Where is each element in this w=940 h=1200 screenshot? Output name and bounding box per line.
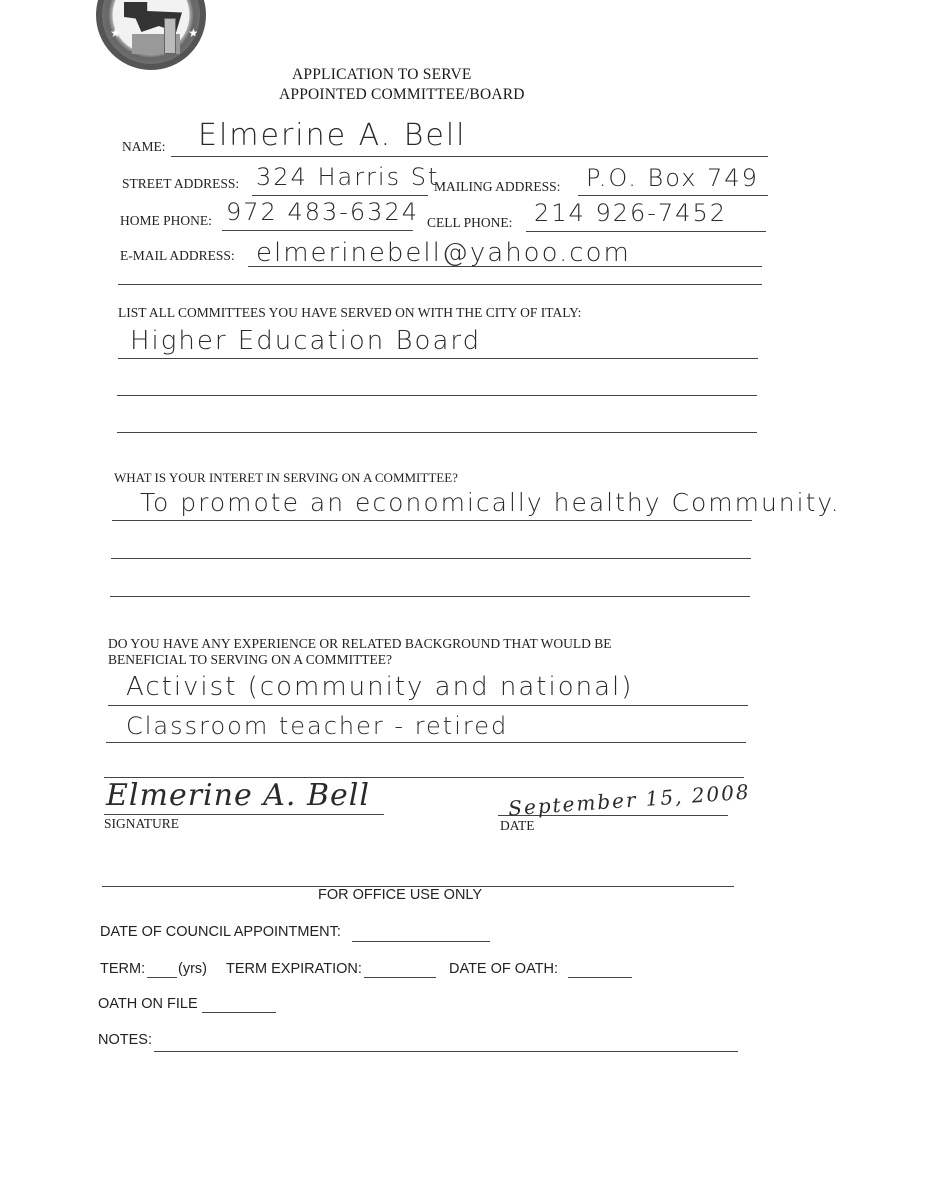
signature-underline	[104, 814, 384, 815]
form-title-line-1: APPLICATION TO SERVE	[292, 66, 472, 83]
term-expiration-label: TERM EXPIRATION:	[226, 961, 362, 977]
cell-phone-underline	[526, 231, 766, 232]
experience-line-2	[106, 742, 746, 743]
experience-question-line-2: BENEFICIAL TO SERVING ON A COMMITTEE?	[108, 652, 393, 667]
date-of-oath-field[interactable]	[568, 977, 632, 978]
oath-on-file-label: OATH ON FILE	[98, 996, 198, 1012]
interest-line-3	[110, 596, 750, 597]
email-label: E-MAIL ADDRESS:	[120, 248, 235, 263]
committees-line-1	[118, 358, 758, 359]
interest-line-2	[111, 558, 751, 559]
signature-label: SIGNATURE	[104, 816, 180, 831]
council-appointment-label: DATE OF COUNCIL APPOINTMENT:	[100, 924, 341, 940]
street-address-field[interactable]: 324 Harris St.	[256, 163, 449, 191]
experience-answer-1[interactable]: Activist (community and national)	[126, 672, 634, 702]
experience-question-line-1: DO YOU HAVE ANY EXPERIENCE OR RELATED BACKGROUND THAT WOULD BE	[108, 636, 612, 651]
name-field[interactable]: Elmerine A. Bell	[198, 118, 467, 153]
interest-line-1	[112, 520, 752, 521]
term-label: TERM:	[100, 961, 146, 977]
star-icon: ★	[188, 26, 199, 40]
date-label: DATE	[500, 818, 535, 833]
committees-line-2	[117, 395, 757, 396]
email-field[interactable]: elmerinebell@yahoo.com	[256, 238, 631, 268]
notes-field[interactable]	[154, 1051, 738, 1052]
mailing-address-field[interactable]: P.O. Box 749	[586, 164, 759, 192]
form-title-line-2: APPOINTED COMMITTEE/BOARD	[279, 86, 525, 103]
date-of-oath-label: DATE OF OATH:	[449, 961, 559, 977]
committees-question: LIST ALL COMMITTEES YOU HAVE SERVED ON WITH THE CITY OF ITALY:	[118, 305, 582, 320]
city-seal-logo	[96, 0, 206, 70]
home-phone-underline	[222, 230, 413, 231]
experience-answer-2[interactable]: Classroom teacher - retired	[126, 712, 509, 740]
home-phone-label: HOME PHONE:	[120, 213, 212, 228]
term-expiration-field[interactable]	[364, 977, 436, 978]
street-address-label: STREET ADDRESS:	[122, 176, 240, 191]
term-field[interactable]	[147, 977, 177, 978]
oath-on-file-field[interactable]	[202, 1012, 276, 1013]
water-tower-icon	[164, 18, 176, 54]
star-icon: ★	[110, 26, 121, 40]
mailing-address-label: MAILING ADDRESS:	[434, 179, 561, 194]
name-underline	[171, 156, 768, 157]
street-address-underline	[252, 195, 428, 196]
mailing-address-underline	[578, 195, 768, 196]
experience-line-1	[108, 705, 748, 706]
signature-field[interactable]: Elmerine A. Bell	[106, 778, 370, 813]
cell-phone-field[interactable]: 214 926-7452	[534, 199, 727, 227]
cell-phone-label: CELL PHONE:	[427, 215, 513, 230]
date-field[interactable]: September 15, 2008	[507, 779, 752, 821]
interest-answer-1[interactable]: To promote an economically healthy Community.	[140, 488, 841, 517]
term-unit-label: (yrs)	[178, 961, 207, 977]
notes-label: NOTES:	[98, 1032, 152, 1048]
name-label: NAME:	[122, 139, 166, 154]
interest-question: WHAT IS YOUR INTERET IN SERVING ON A COMMITTEE?	[114, 470, 458, 485]
council-appointment-field[interactable]	[352, 941, 490, 942]
divider-line	[118, 284, 762, 285]
committees-line-3	[117, 432, 757, 433]
home-phone-field[interactable]: 972 483-6324	[226, 198, 419, 226]
office-use-heading: FOR OFFICE USE ONLY	[318, 887, 483, 903]
committees-answer-1[interactable]: Higher Education Board	[130, 326, 482, 356]
